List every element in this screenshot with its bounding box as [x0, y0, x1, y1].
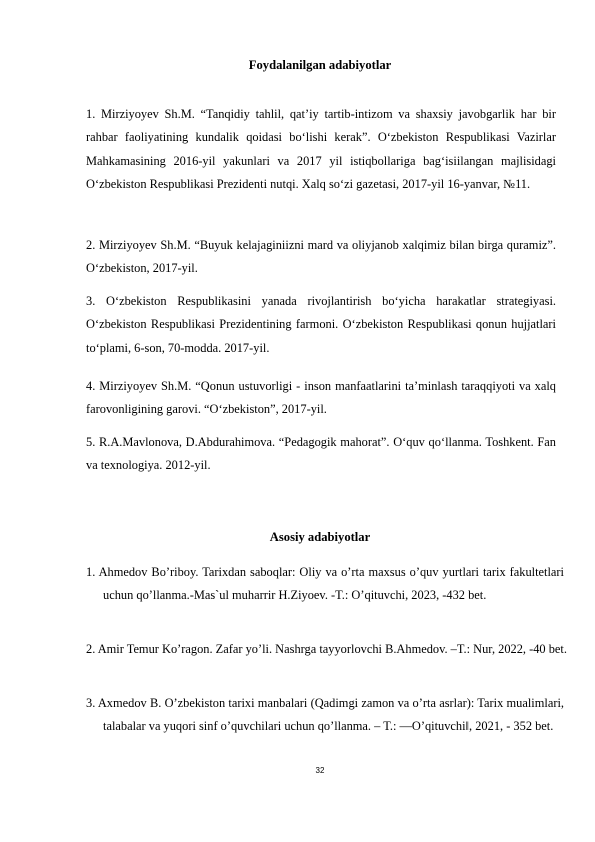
reference-item-3: 3. O‘zbekiston Respublikasini yanada rivojlantirish bo‘yicha harakatlar strategiyasi. O‘zbekiston Respublikasi Prezidentining farmoni. O‘zbekiston Respublikasi qonun hujjatlari to‘plami, 6-son, 70-modda. 2017-yil.	[86, 294, 556, 355]
used-literature-heading: Foydalanilgan adabiyotlar	[248, 58, 392, 72]
reference-item-1: 1. Mirziyoyev Sh.M. “Tanqidiy tahlil, qat’iy tartib-intizom va shaxsiy javobgarlik har bir rahbar faoliyatining kundalik qoidasi bo‘lishi kerak”. O‘zbekiston Respublikasi Vazirlar Mahkamasining 2016-yil yakunlari va 2017 yil istiqbollariga bag‘isiilangan majlisidagi O‘zbekiston Respublikasi Prezidenti nutqi. Xalq so‘zi gazetasi, 2017-yil 16-yanvar, №11.	[86, 107, 556, 191]
reference-item-5: 5. R.A.Mavlonova, D.Abdurahimova. “Pedagogik mahorat”. O‘quv qo‘llanma. Toshkent. Fan va texnologiya. 2012-yil.	[86, 435, 556, 473]
reference-item-4: 4. Mirziyoyev Sh.M. “Qonun ustuvorligi - inson manfaatlarini ta’minlash taraqqiyoti va xalq farovonligining garovi. “O‘zbekiston”, 2017-yil.	[86, 379, 556, 417]
page-number: 32	[315, 766, 325, 775]
reference-item-2: 2. Mirziyoyev Sh.M. “Buyuk kelajaginiizni mard va oliyjanob xalqimiz bilan birga quramiz”. O‘zbekiston, 2017-yil.	[86, 238, 556, 276]
main-literature-heading: Asosiy adabiyotlar	[269, 530, 371, 544]
main-reference-item-2: 2. Amir Temur Ko’ragon. Zafar yo’li. Nashrga tayyorlovchi B.Ahmedov. –T.: Nur, 2022, -40 bet.	[86, 642, 567, 656]
main-reference-item-1: 1. Ahmedov Bo’riboy. Tarixdan saboqlar: Oliy va o’rta maxsus o’quv yurtlari tarix fakultetlari uchun qo’llanma.-Mas`ul muharrir H.Ziyoev. -T.: O’qituvchi, 2023, -432 bet.	[86, 565, 564, 603]
main-reference-item-3: 3. Axmedov B. O’zbekiston tarixi manbalari (Qadimgi zamon va o’rta asrlar): Tarix mualimlari, talabalar va yuqori sinf o’quvchilari uchun qo’llanma. – T.: ―O’qituvchi‖, 2021, - 352 bet.	[86, 696, 564, 734]
